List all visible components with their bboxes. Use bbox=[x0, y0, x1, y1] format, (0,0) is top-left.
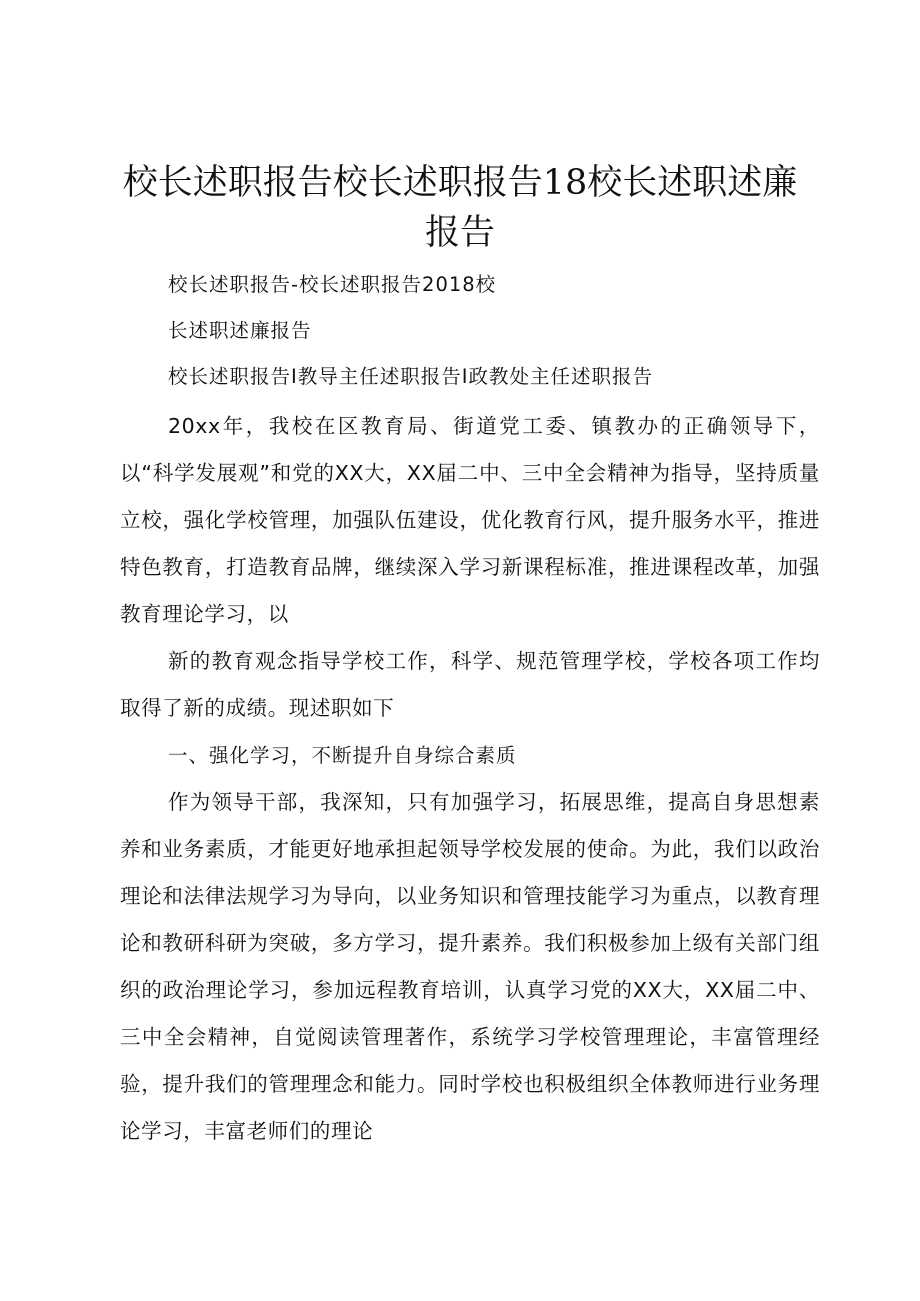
paragraph-3: 作为领导干部，我深知，只有加强学习，拓展思维，提高自身思想素养和业务素质，才能更好地承担起领导学校发展的使命。为此，我们以政治理论和法律法规学习为导向，以业务知识和管理技能学习为重点，以教育理论和教研科研为突破，多方学习，提升素养。我们积极参加上级有关部门组织的政治理论学习，参加远程教育培训，认真学习党的XX大，XX届二中、三中全会精神，自觉阅读管理著作，系统学习学校管理理论，丰富管理经验，提升我们的管理理念和能力。同时学校也积极组织全体教师进行业务理论学习，丰富老师们的理论 bbox=[120, 790, 820, 1143]
section-1-heading: 一、强化学习，不断提升自身综合素质 bbox=[168, 744, 517, 767]
paragraph-1: 20xx年，我校在区教育局、街道党工委、镇教办的正确领导下，以“科学发展观”和党的XX大，XX届二中、三中全会精神为指导，坚持质量立校，强化学校管理，加强队伍建设，优化教育行风，提升服务水平，推进特色教育，打造教育品牌，继续深入学习新课程标准，推进课程改革，加强教育理论学习，以 bbox=[120, 414, 820, 626]
subtitle-line-1: 校长述职报告-校长述职报告2018校 bbox=[168, 273, 497, 296]
subtitle-line-2: 长述职述廉报告 bbox=[168, 319, 312, 342]
document-title: 校长述职报告校长述职报告18校长述职述廉报告 bbox=[122, 163, 798, 253]
paragraph-2: 新的教育观念指导学校工作，科学、规范管理学校，学校各项工作均取得了新的成绩。现述职如下 bbox=[120, 649, 820, 720]
links-line: 校长述职报告I教导主任述职报告I政教处主任述职报告 bbox=[168, 365, 654, 388]
